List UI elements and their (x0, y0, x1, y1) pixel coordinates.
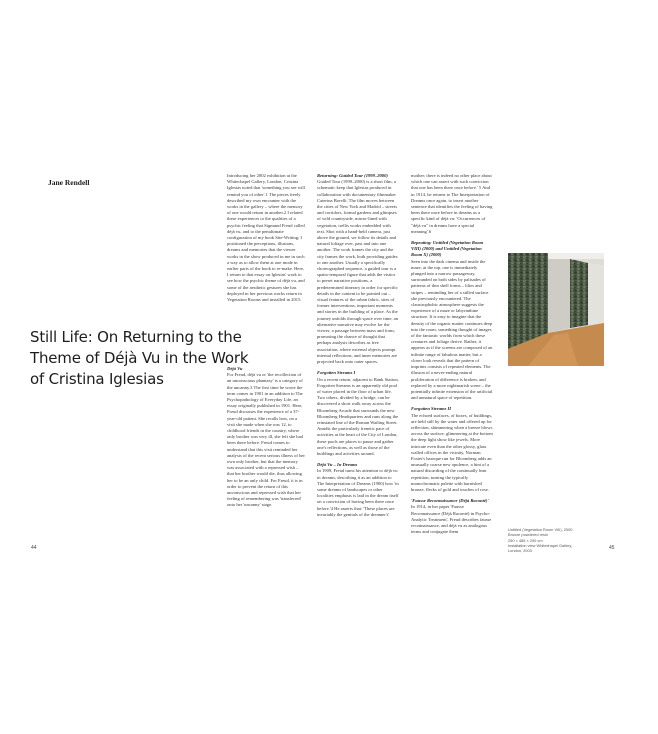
column-right (411, 173, 493, 558)
body-paragraph: On a recent return, adjacent to Bank Station, Forgotten Streams is an apparently old pool of water placed in the floor of urban life. Two others, divided by a bridge, can be discovered a short walk away across the Bloomberg Arcade that surrounds the new Bloomberg Headquarters and runs along the reinstated line of the Roman Watling Street. Amidst the particularly frenetic pace of activities at the heart of the City of London, these pools are places to pause and gather one's reflections, as well as those of the buildings and activities around. (317, 376, 399, 456)
page-number-right: 45 (609, 545, 615, 551)
section-heading: Forgotten Streams I (317, 370, 356, 376)
section-heading: Déjà Vu – In Dreams (317, 462, 358, 468)
intro-paragraph: Introducing her 2002 exhibition at the Whitechapel Gallery, London, Cristina Iglesias noted that 'something you see will remind you of other'.1 The pieces freely described my own encounter with the works in the gallery – where the memory of one would return in another.2 I related these experiences to the qualities of a psychic feeling that Sigmund Freud called déjà vu, and to the penultimate configuration of my book Site-Writing; I positioned the perceptions, illusions, dreams and memories that the viewer works in the show produced in me in such a way as to allow them at one mode in earlier parts of the book to re-make. Here, I return to that essay on Iglesias' work to see how the psychic theme of déjà vu, and some of the aesthetic gestures she has deployed in her previous works return in Vegetation Rooms and installed in 2015. (227, 173, 305, 303)
caption-line: Bronze powdered resin (508, 532, 549, 538)
body-paragraph: The echoed surfaces, of boxes, of buildings, are held still by the water and offered up for reflection, shimmering when a breeze blows across the surface, glimmering at the bottom the deep light show like jewels. More intricate even than the other glossy, glass walled offices in the vicinity, Norman Foster's baroque run for Bloomberg adds an unusually coarse new opulence, a hint of a natural discarding of the continually lean repetition, turning the typically monochromatic palette with burnished bronze, flecks of gold and touches of rose. (411, 412, 493, 492)
section-heading: Déjà Vu (227, 366, 243, 371)
body-paragraph: In 1914, in her paper 'Fausse Reconnaissance (Déjà Raconté) in Psycho-Analytic Treatment', Freud describes fausse reconnaissance, and déjà vu as analogous terms and conjugate them (411, 504, 492, 535)
section-heading: Repeating: Untitled (Vegetation Room VIII) (2000) and Untitled (Vegetation Room X) (2000) (411, 240, 484, 258)
page-number-left: 44 (31, 545, 37, 551)
author-name: Jane Rendell (48, 178, 90, 187)
body-paragraph: Seen into the dark cinema and inside the maze, at the top, one is immediately plunged into a narrow passageway, surrounded on both sides by palisades of patterns of thin shell forms – lilies and stripes – reminding her of a stilled surface she previously encountered. The claustrophobic atmosphere suggests the experience of a maze or labyrinthine structure. It is easy to imagine that the density of the organic matter continues deep into the room, something thought of images of the fantastic worlds from which these creatures and foliage derive. Rather, it appears as if the screens are composed of an infinite range of fabulous matter, but a closer look reveals that the pattern of imprints consists of repeated elements. The illusion of a never-ending natural proliferation of difference is broken, and replaced by a more nightmarish scene – the potentially infinite extension of the artificial and unnatural space of repetition. (411, 258, 493, 401)
caption-line: 250 × 485 × 200 cm (508, 537, 543, 543)
section-heading: 'Fausse Reconnaissance (Déjà Raconté)' (411, 498, 489, 504)
caption-line: London, 2003 (508, 548, 532, 554)
installation-photo (508, 253, 604, 366)
section-heading: Returning: Guided Tour (1999–2000) (317, 173, 388, 178)
body-paragraph: For Freud, déjà vu or 'the recollection of an unconscious phantasy' is a category of the uncanny.3 The first time he wrote the term comes in 1901 in an addition to The Psychopathology of Everyday Life, an essay originally published in 1901. Here, Freud discusses the experience of a 37-year-old patient. She recalls how, on a visit she made when she was 12, to childhood friends in the country, where only brother was very ill, she felt she had been there before. Freud comes to understand that this visit reminded her analysis of the recent serious illness of her own only brother, but that the memory was associated with a repressed wish – that her brother would die, thus allowing her to be an only child. For Freud, it is in order to prevent the return of this unconscious and repressed wish that her feeling of remembering was 'transferred' onto her 'uncanny' stage. (227, 372, 305, 508)
body-paragraph: In 1909, Freud turns his attention to déjà vu in dreams, describing it as an addition to The Interpretation of Dreams (1900) how 'in some dreams of landscapes or other localities emphasis is laid in the dream itself on a conviction of having been there once before.'4 He asserts that: 'These places are invariably the genitals of the dreamer's' (317, 468, 399, 517)
body-paragraph: Guided Tour (1999–2000) is a short film, a schematic keep that Iglesias produced in collaboration with documentary filmmaker Caterina Borelli. The film moves between the cities of New York and Madrid – streets and corridors, formal gardens and glimpses of wild countryside, mirror-lined with vegetation, trellis works embedded with text. Shot with a hand-held camera, just above the ground, we follow its details and natural foliage over, past and into one another. The work frames the city and the city frames the work, both providing guides to one another. Usually a specifically choreographed sequence, a guided tour is a spatio-temporal figure that adds the visitor to preset narrative positions, a predetermined itinerary in order for specific details in the content to be pointed out – visual features of the urban fabric, sites of former interventions, important moments and stories in the building of a place. As the journey unfolds through space over time, an alternative narrative may evolve for the viewer, a passage between mass and form, promoting the chance of thought that perhaps analysis describes as free association, where external objects prompt internal reflections, and inner memories are projected back onto outer spaces. (317, 179, 399, 365)
photo-caption (508, 527, 608, 553)
caption-line: Installation view Whitechapel Gallery, (508, 542, 573, 548)
body-paragraph: mother; there is indeed no other place about which one can assert with such conviction that one has been there once before.' 5 And in 1914, he returns to The Interpretation of Dreams once again, to insert another sentence that identifies the feeling of having been there once before in dreams as a specific kind of déjà vu: 'Occurrences of "déjà vu" in dreams have a special meaning'.6 (411, 173, 493, 234)
section-heading: Forgotten Streams II (411, 406, 452, 412)
column-middle (317, 173, 399, 558)
column-deja-vu (227, 366, 306, 556)
essay-title: Still Life: On Returning to the Theme of Déjà Vu in the Work of Cristina Iglesias (30, 328, 249, 388)
column-intro (227, 173, 306, 303)
installation-photo-graphic (508, 253, 604, 366)
caption-line: Untitled (Vegetation Room VIII), 2000 (508, 527, 573, 532)
